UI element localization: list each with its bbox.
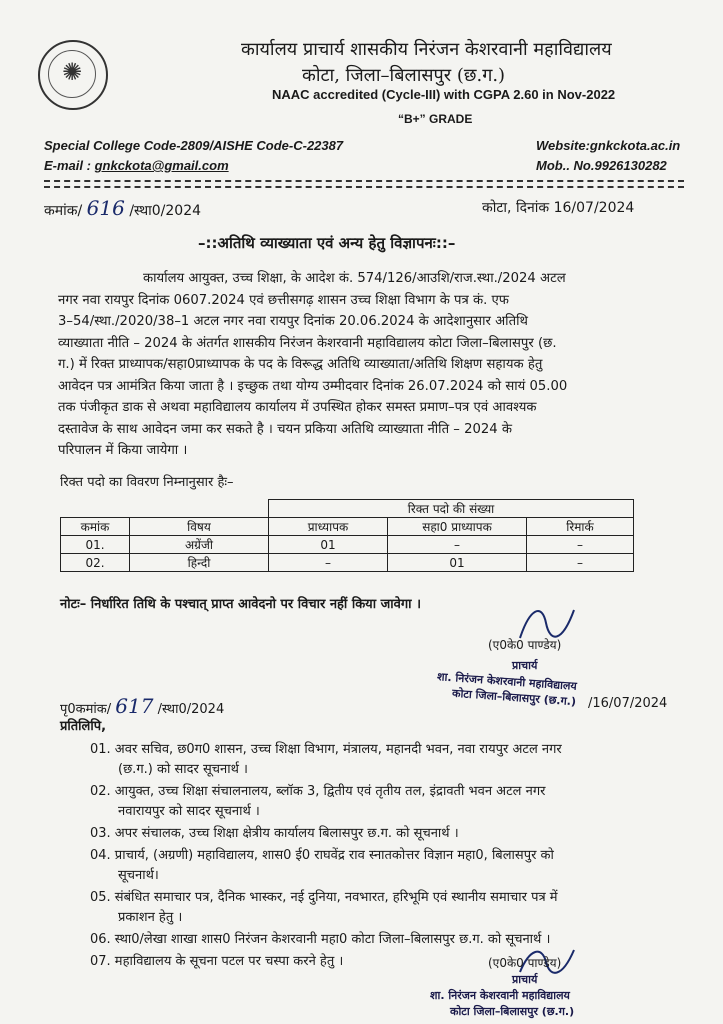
stamp-line-2: कोटा जिला–बिलासपुर (छ.ग.) — [451, 686, 577, 709]
college-codes: Special College Code-2809/AISHE Code-C-22387 — [44, 138, 344, 153]
copy-reference — [60, 694, 224, 718]
logo-emblem-icon: ✺ — [62, 58, 83, 86]
copy-item-3: 03. अपर संचालक, उच्च शिक्षा क्षेत्रीय कार्यालय बिलासपुर छ.ग. को सूचनार्थ । — [90, 826, 459, 841]
copy-item-4a: 04. प्राचार्य, (अग्रणी) महाविद्यालय, शास0 ई0 राघवेंद्र राव स्नातकोत्तर विज्ञान महा0, बिलासपुर को — [90, 848, 554, 863]
reference-number — [44, 196, 201, 220]
cell-asst-professor: 01 — [388, 554, 527, 572]
cell-professor: – — [269, 554, 388, 572]
table-row — [61, 536, 634, 554]
stamp-line-2-2: कोटा जिला–बिलासपुर (छ.ग.) — [450, 1005, 575, 1018]
cell-asst-professor: – — [388, 536, 527, 554]
vacancy-intro: रिक्त पदो का विवरण निम्नानुसार हैः– — [60, 475, 234, 490]
body-line-4: व्याख्याता नीति – 2024 के अंतर्गत शासकीय निरंजन केशरवानी महाविद्यालय कोटा जिला–बिलासपुर (छ. — [58, 336, 557, 351]
copy-ref-prefix: पृ0कमांक/ — [60, 702, 112, 717]
signatory-name: (ए0के0 पाण्डेय) — [488, 638, 562, 652]
col-header-serial: कमांक — [61, 518, 130, 536]
cell-professor: 01 — [269, 536, 388, 554]
table-empty-cell — [61, 500, 269, 518]
copy-item-1a: 01. अवर सचिव, छ0ग0 शासन, उच्च शिक्षा विभाग, मंत्रालय, महानदी भवन, नवा रायपुर अटल नगर — [90, 742, 562, 757]
table-group-header: रिक्त पदो की संख्या — [269, 500, 634, 518]
naac-accreditation: NAAC accredited (Cycle-III) with CGPA 2.60 in Nov-2022 — [272, 87, 616, 102]
copy-item-7: 07. महाविद्यालय के सूचना पटल पर चस्पा करने हेतु । — [90, 954, 344, 969]
copy-item-5b: प्रकाशन हेतु । — [118, 910, 183, 925]
table-group-header-row — [61, 500, 634, 518]
body-line-7: तक पंजीकृत डाक से अथवा महाविद्यालय कार्यालय में उपस्थित होकर समस्त प्रमाण–पत्र एवं आवश्यक — [58, 400, 537, 415]
col-header-professor: प्राध्यापक — [269, 518, 388, 536]
vacancy-table — [60, 499, 634, 572]
body-line-9: परिपालन में किया जायेगा । — [58, 443, 188, 458]
signatory-designation-2: प्राचार्य — [512, 973, 538, 986]
copy-date: /16/07/2024 — [588, 696, 668, 711]
website: Website:gnkckota.ac.in — [536, 138, 681, 153]
copy-ref-suffix: /स्था0/2024 — [157, 702, 225, 717]
copy-item-1b: (छ.ग.) को सादर सूचनार्थ । — [118, 762, 248, 777]
header-divider-1 — [44, 180, 684, 182]
signatory-name-2: (ए0के0 पाण्डेय) — [488, 956, 562, 970]
college-title-line2: कोटा, जिला–बिलासपुर (छ.ग.) — [302, 65, 506, 86]
copy-ref-handwritten-number: 617 — [115, 694, 154, 718]
copy-item-2b: नवारायपुर को सादर सूचनार्थ । — [118, 804, 260, 819]
col-header-subject: विषय — [130, 518, 269, 536]
subject-heading: –::अतिथि व्याख्याता एवं अन्य हेतु विज्ञापनः::– — [198, 234, 456, 252]
col-header-asst-professor: सहा0 प्राध्यापक — [388, 518, 527, 536]
table-header-row — [61, 518, 634, 536]
grade-badge: “B+” GRADE — [398, 112, 473, 126]
body-line-8: दस्तावेज के साथ आवेदन जमा कर सकते है । चयन प्रकिया अतिथि व्याख्याता नीति – 2024 के — [58, 422, 512, 437]
signatory-designation: प्राचार्य — [512, 659, 538, 672]
cell-subject: हिन्दी — [130, 554, 269, 572]
email-line — [44, 158, 229, 173]
email-label: E-mail : — [44, 158, 95, 173]
cell-serial: 01. — [61, 536, 130, 554]
table-row — [61, 554, 634, 572]
body-line-2: नगर नवा रायपुर दिनांक 0607.2024 एवं छत्तीसगढ़ शासन उच्च शिक्षा विभाग के पत्र कं. एफ — [58, 293, 509, 308]
copy-item-2a: 02. आयुक्त, उच्च शिक्षा संचालनालय, ब्लॉक 3, द्वितीय एवं तृतीय तल, इंद्रावती भवन अटल नगर — [90, 784, 546, 799]
copy-to-label: प्रतिलिपि, — [60, 719, 107, 734]
stamp-line-1: शा. निरंजन केशरवानी महाविद्यालय — [436, 670, 578, 693]
body-line-6: आवेदन पत्र आमंत्रित किया जाता है । इच्छुक तथा योग्य उम्मीदवार दिनांक 26.07.2024 को सायं 05.00 — [58, 379, 568, 394]
stamp-line-1-2: शा. निरंजन केशरवानी महाविद्यालय — [430, 989, 570, 1002]
header-divider-2 — [44, 186, 684, 188]
college-title-line1: कार्यालय प्राचार्य शासकीय निरंजन केशरवानी महाविद्यालय — [241, 39, 612, 60]
body-line-1: कार्यालय आयुक्त, उच्च शिक्षा, के आदेश कं. 574/126/आउशि/राज.स्था./2024 अटल — [143, 271, 566, 286]
ref-suffix: /स्था0/2024 — [129, 203, 202, 219]
email-link[interactable]: gnkckota@gmail.com — [94, 158, 229, 173]
cell-remark: – — [527, 536, 634, 554]
mobile-number: Mob.. No.9926130282 — [536, 158, 667, 173]
cell-subject: अग्रेंजी — [130, 536, 269, 554]
copy-item-6: 06. स्था0/लेखा शाखा शास0 निरंजन केशरवानी महा0 कोटा जिला–बिलासपुर छ.ग. को सूचनार्थ । — [90, 932, 551, 947]
cell-remark: – — [527, 554, 634, 572]
note: नोटः– निर्धारित तिथि के पश्चात् प्राप्त आवेदनो पर विचार नहीं किया जावेगा । — [60, 597, 421, 612]
college-logo — [38, 40, 108, 110]
copy-item-4b: सूचनार्थ। — [118, 868, 159, 883]
ref-handwritten-number: 616 — [86, 196, 125, 220]
cell-serial: 02. — [61, 554, 130, 572]
body-line-5: ग.) में रिक्त प्राध्यापक/सहा0प्राध्यापक के पद के विरूद्ध अतिथि व्याख्याता/अतिथि शिक्षण सहायक हेतु — [58, 357, 543, 372]
letter-date: कोटा, दिनांक 16/07/2024 — [482, 200, 635, 216]
col-header-remark: रिमार्क — [527, 518, 634, 536]
body-line-3: 3–54/स्था./2020/38–1 अटल नगर नवा रायपुर दिनांक 20.06.2024 के आदेशानुसार अतिथि — [58, 314, 528, 329]
ref-prefix: कमांक/ — [44, 203, 83, 219]
copy-item-5a: 05. संबंधित समाचार पत्र, दैनिक भास्कर, नई दुनिया, नवभारत, हरिभूमि एवं स्थानीय समाचार पत्र में — [90, 890, 558, 905]
